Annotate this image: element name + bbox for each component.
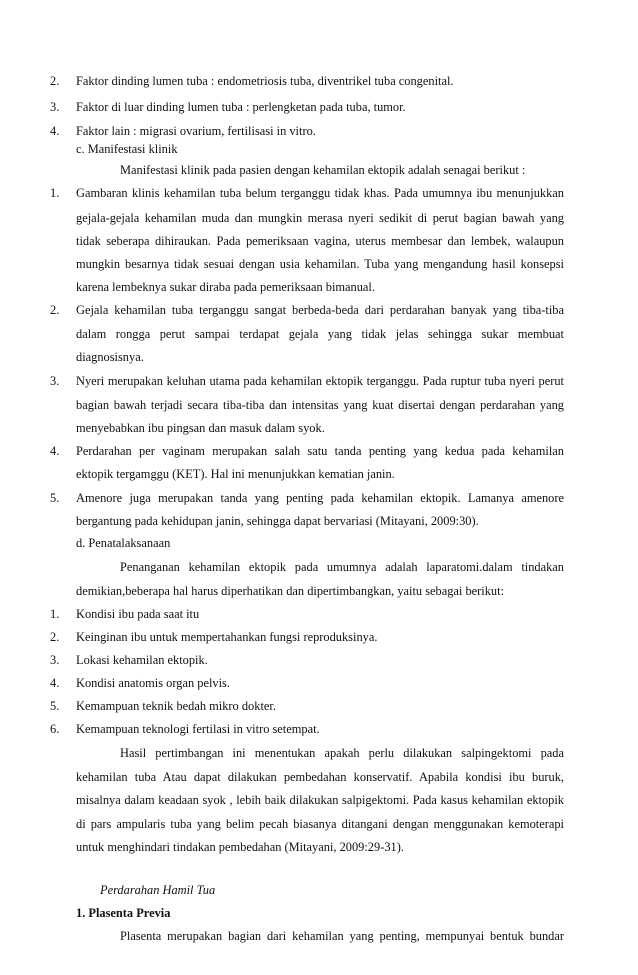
list-text-line: gejala-gejala kehamilan muda dan mungkin merasa nyeri sedikit di perut bagian bawah yang: [76, 211, 564, 225]
list-number: 4.: [50, 444, 60, 458]
section-d-intro-line: demikian,beberapa hal harus diperhatikan dan dipertimbangkan, yaitu sebagai berikut:: [76, 584, 505, 598]
list-number: 1.: [50, 607, 60, 621]
paragraph-text: untuk menghindari tindakan pembedahan (Mitayani, 2009:29-31).: [76, 840, 404, 854]
list-text: Kondisi anatomis organ pelvis.: [76, 676, 230, 690]
list-text-line: bergantung pada kehidupan janin, sehingga dapat bervariasi (Mitayani, 2009:30).: [76, 514, 479, 528]
paragraph-text: di pars ampularis tuba yang belim pecah biasanya ditangani dengan menggunakan kemoterapi: [76, 817, 564, 831]
list-text: Kemampuan teknik bedah mikro dokter.: [76, 699, 276, 713]
list-number: 5.: [50, 699, 60, 713]
list-number: 2.: [50, 630, 60, 644]
list-number: 6.: [50, 722, 60, 736]
list-text-line: karena lembeknya sukar diraba pada pemeriksaan bimanual.: [76, 280, 375, 294]
list-text-line: menyebabkan ibu pingsan dan masuk dalam syok.: [76, 421, 325, 435]
list-number: 4.: [50, 676, 60, 690]
paragraph-text: Plasenta merupakan bagian dari kehamilan yang penting, mempunyai bentuk bundar: [120, 929, 564, 943]
list-text-line: mungkin besarnya tidak sesuai dengan usia kehamilan. Tuba yang mengandung hasil konsepsi: [76, 257, 564, 271]
list-text-line: bagian bawah terjadi secara tiba-tiba dan intensitas yang kuat disertai dengan perdarahan yang: [76, 398, 564, 412]
section-d-heading: d. Penatalaksanaan: [76, 536, 171, 550]
list-text-line: Nyeri merupakan keluhan utama pada kehamilan ektopik terganggu. Pada ruptur tuba nyeri perut: [76, 374, 564, 388]
list-text-line: ektopik tergamggu (KET). Hal ini menunjukkan kematian janin.: [76, 467, 395, 481]
list-number: 3.: [50, 374, 60, 388]
paragraph-text: kehamilan tuba Atau dapat dilakukan pembedahan konservatif. Apabila kondisi ibu buruk,: [76, 770, 564, 784]
list-text: Keinginan ibu untuk mempertahankan fungsi reproduksinya.: [76, 630, 378, 644]
list-text-line: dalam rongga perut sampai terdapat gejala yang tidak jelas sehingga sukar membuat: [76, 327, 564, 341]
section-c-intro: Manifestasi klinik pada pasien dengan kehamilan ektopik adalah senagai berikut :: [120, 163, 526, 177]
section-c-heading: c. Manifestasi klinik: [76, 142, 178, 156]
section-title: Perdarahan Hamil Tua: [100, 883, 216, 897]
list-text: Lokasi kehamilan ektopik.: [76, 653, 208, 667]
section-d-intro-line: Penanganan kehamilan ektopik pada umumnya adalah laparatomi.dalam tindakan: [120, 560, 564, 574]
list-text: Faktor dinding lumen tuba : endometriosis tuba, diventrikel tuba congenital.: [76, 74, 454, 88]
subheading: 1. Plasenta Previa: [76, 906, 171, 920]
list-text-line: Amenore juga merupakan tanda yang penting pada kehamilan ektopik. Lamanya amenore: [76, 491, 564, 505]
paragraph-text: Hasil pertimbangan ini menentukan apakah perlu dilakukan salpingektomi pada: [120, 746, 564, 760]
list-text-line: tidak seberapa dihiraukan. Pada pemeriksaan vagina, uterus membesar dan lembek, walaupun: [76, 234, 564, 248]
paragraph-text: misalnya dalam keadaan syok , lebih baik dilakukan salpigektomi. Pada kasus kehamilan ektopik: [76, 793, 564, 807]
list-number: 3.: [50, 100, 60, 114]
list-text-line: Gejala kehamilan tuba terganggu sangat berbeda-beda dari perdarahan banyak yang tiba-tiba: [76, 303, 564, 317]
list-text-line: Gambaran klinis kehamilan tuba belum terganggu tidak khas. Pada umumnya ibu menunjukkan: [76, 186, 564, 200]
list-text-line: diagnosisnya.: [76, 350, 144, 364]
list-text: Kondisi ibu pada saat itu: [76, 607, 200, 621]
list-number: 4.: [50, 124, 60, 138]
list-number: 5.: [50, 491, 60, 505]
list-text: Faktor di luar dinding lumen tuba : perlengketan pada tuba, tumor.: [76, 100, 406, 114]
list-number: 2.: [50, 303, 60, 317]
list-text: Faktor lain : migrasi ovarium, fertilisasi in vitro.: [76, 124, 316, 138]
list-text-line: Perdarahan per vaginam merupakan salah satu tanda penting yang kedua pada kehamilan: [76, 444, 564, 458]
list-number: 3.: [50, 653, 60, 667]
list-number: 1.: [50, 186, 60, 200]
list-text: Kemampuan teknologi fertilasi in vitro setempat.: [76, 722, 320, 736]
list-number: 2.: [50, 74, 60, 88]
